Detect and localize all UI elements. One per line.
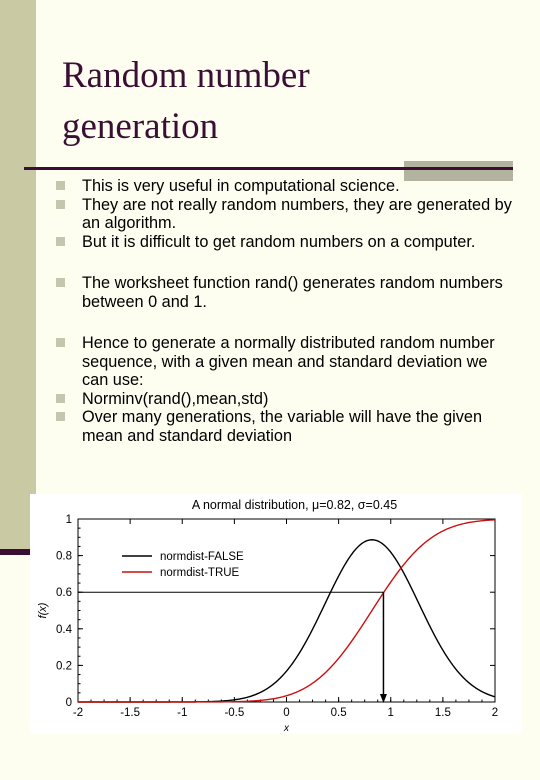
bullet-item (56, 177, 516, 196)
plot-frame (78, 519, 495, 702)
bullet-item (56, 334, 516, 390)
bullet-text: But it is difficult to get random numbers on a computer. (82, 232, 476, 251)
bullet-text: The worksheet function rand() generates random numbers between 0 and 1. (82, 274, 503, 311)
bullet-item (56, 196, 516, 233)
series-normdist-FALSE-line (78, 540, 495, 702)
x-tick-label: -2 (72, 707, 84, 719)
legend-label: normdist-FALSE (160, 551, 244, 563)
y-tick-label: 0.4 (56, 623, 72, 636)
square-bullet-icon (56, 181, 65, 190)
bullet-item (56, 233, 516, 252)
x-tick-label: 1 (387, 707, 394, 719)
bullet-text: Over many generations, the variable will have the given mean and standard deviation (82, 408, 483, 445)
y-tick-label: 0.6 (56, 587, 72, 600)
bullet-item (56, 408, 516, 445)
x-tick-label: 0 (283, 707, 290, 719)
x-tick-label: -1 (177, 707, 188, 719)
square-bullet-icon (56, 200, 65, 209)
x-tick-label: 1.5 (434, 707, 451, 719)
square-bullet-icon (56, 412, 65, 421)
square-bullet-icon (56, 278, 65, 287)
bullet-text: Hence to generate a normally distributed random number sequence, with a given mean and standard deviation we can use: (82, 334, 495, 389)
y-tick-label: 1 (65, 514, 72, 526)
square-bullet-icon (56, 338, 65, 347)
y-tick-label: 0.8 (56, 550, 72, 563)
chart-svg (30, 494, 522, 734)
chart-title: A normal distribution, μ=0.82, σ=0.45 (191, 498, 398, 512)
x-tick-label: -0.5 (224, 707, 245, 719)
slide-title (62, 50, 482, 152)
title-line-2: generation (62, 106, 219, 147)
normal-distribution-chart (30, 494, 522, 734)
left-accent-strip (0, 0, 36, 555)
legend-label: normdist-TRUE (160, 567, 240, 579)
y-tick-label: 0 (65, 697, 72, 709)
bullet-item (56, 390, 516, 409)
bullet-text: Norminv(rand(),mean,std) (82, 389, 269, 408)
y-tick-label: 0.2 (56, 660, 72, 673)
x-tick-label: -1.5 (120, 707, 141, 719)
title-line-1: Random number (62, 55, 310, 96)
square-bullet-icon (56, 394, 65, 403)
bullet-list (56, 177, 516, 445)
square-bullet-icon (56, 237, 65, 246)
x-tick-label: 0.5 (330, 707, 347, 719)
x-axis-label: x (284, 723, 289, 734)
bullet-item (56, 274, 516, 311)
bullet-text: This is very useful in computational science. (82, 177, 400, 195)
title-rule-tab-line (404, 167, 513, 170)
series-normdist-TRUE-line (78, 520, 495, 702)
bullet-text: They are not really random numbers, they are generated by an algorithm. (82, 195, 512, 232)
x-tick-label: 2 (491, 707, 499, 719)
y-axis-label: f(x) (37, 602, 49, 619)
